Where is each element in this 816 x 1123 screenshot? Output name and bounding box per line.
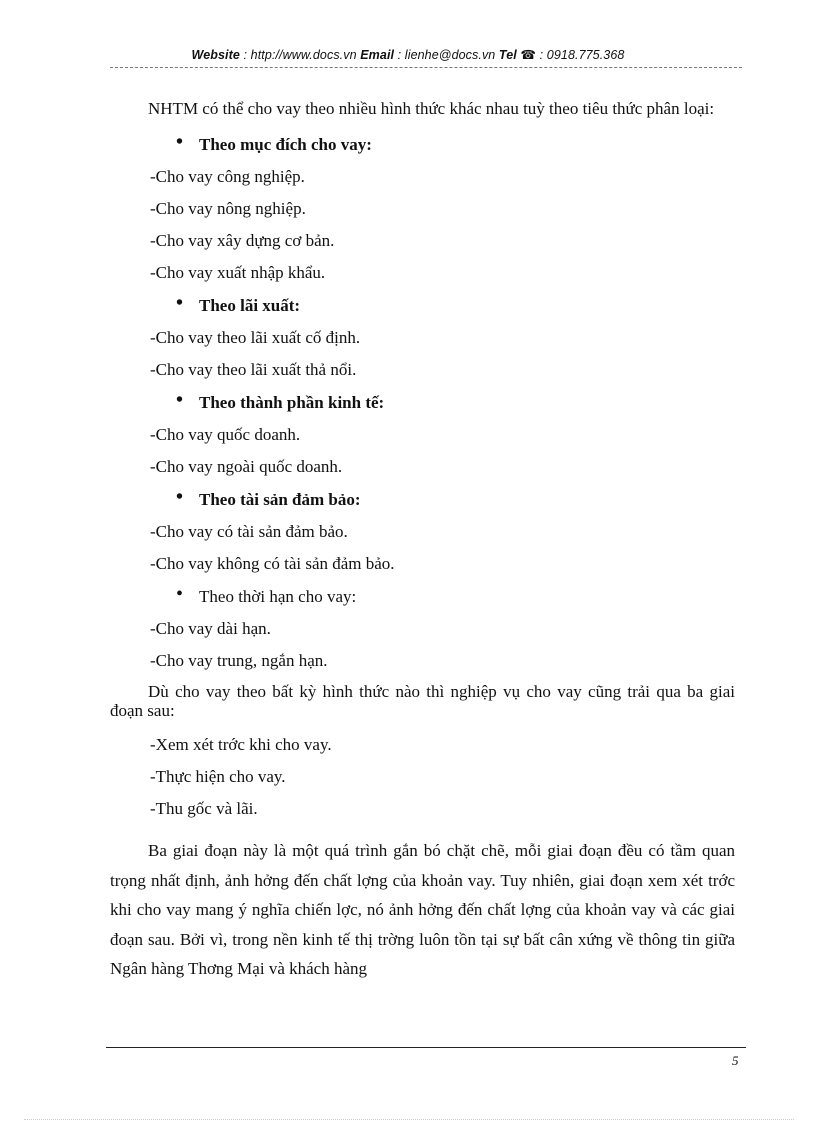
bullet-icon: • — [176, 291, 184, 314]
section-heading-text: Theo tài sản đảm bảo: — [199, 489, 361, 509]
list-item: -Thực hiện cho vay. — [150, 767, 286, 786]
section-heading — [110, 485, 735, 510]
tel-number: : 0918.775.368 — [536, 48, 625, 62]
list-item: -Cho vay dài hạn. — [150, 619, 271, 638]
section-heading — [110, 388, 735, 413]
list-item: -Cho vay trung, ngắn hạn. — [150, 651, 328, 670]
section-heading — [110, 582, 735, 607]
closing-paragraph: Ba giai đoạn này là một quá trình gắn bó chặt chẽ, mỗi giai đoạn đều có tầm quan trọng nhất định, ảnh hởng đến chất lợng của khoản vay. Tuy nhiên, giai đoạn xem xét trớc khi cho vay mang ý nghĩa chiến lợc, nó ảnh hởng đến chất lợng của khoản vay và các giai đoạn sau. Bởi vì, trong nền kinh tế thị trờng luôn tồn tại sự bất cân xứng về thông tin giữa Ngân hàng Thơng Mại và khách hàng — [110, 841, 735, 978]
list-item: -Thu gốc và lãi. — [150, 799, 258, 818]
section-heading — [110, 291, 735, 316]
section-heading — [110, 130, 735, 155]
section-heading-text: Theo mục đích cho vay: — [199, 134, 372, 154]
list-item: -Cho vay có tài sản đảm bảo. — [150, 522, 348, 541]
bullet-icon: • — [176, 388, 184, 411]
list-item: -Cho vay xây dựng cơ bản. — [150, 231, 335, 250]
bullet-icon: • — [176, 130, 184, 153]
bullet-icon: • — [176, 485, 184, 508]
list-item: -Cho vay không có tài sản đảm bảo. — [150, 554, 395, 573]
stages-intro-paragraph: Dù cho vay theo bất kỳ hình thức nào thì nghiệp vụ cho vay cũng trải qua ba giai đoạn sau: — [110, 682, 735, 720]
email-label: Email — [360, 48, 395, 62]
list-item: -Cho vay xuất nhập khẩu. — [150, 263, 326, 282]
website-url: : http://www.docs.vn — [239, 48, 361, 62]
section-heading-text: Theo thành phần kinh tế: — [199, 392, 385, 412]
website-label: Website — [191, 48, 240, 62]
list-item: -Cho vay nông nghiệp. — [150, 199, 306, 218]
intro-paragraph: NHTM có thể cho vay theo nhiều hình thức khác nhau tuỳ theo tiêu thức phân loại: — [148, 99, 715, 118]
list-item: -Cho vay quốc doanh. — [150, 425, 301, 444]
phone-icon: ☎ — [520, 48, 537, 62]
document-body — [110, 98, 735, 984]
tel-label: Tel — [498, 48, 517, 62]
bullet-icon: • — [176, 582, 184, 605]
list-item: -Cho vay theo lãi xuất thả nổi. — [150, 360, 357, 379]
list-item: -Xem xét trớc khi cho vay. — [150, 735, 332, 754]
list-item: -Cho vay công nghiệp. — [150, 167, 305, 186]
footer-divider — [106, 1047, 746, 1048]
page-bottom-edge — [24, 1119, 794, 1120]
section-heading-text: Theo thời hạn cho vay: — [199, 586, 357, 606]
page-number: 5 — [732, 1053, 739, 1068]
section-heading-text: Theo lãi xuất: — [199, 295, 301, 315]
header-divider — [110, 67, 742, 68]
page-header — [0, 47, 816, 62]
list-item: -Cho vay theo lãi xuất cố định. — [150, 328, 361, 347]
list-item: -Cho vay ngoài quốc doanh. — [150, 457, 343, 476]
email-address: : lienhe@docs.vn — [394, 48, 499, 62]
